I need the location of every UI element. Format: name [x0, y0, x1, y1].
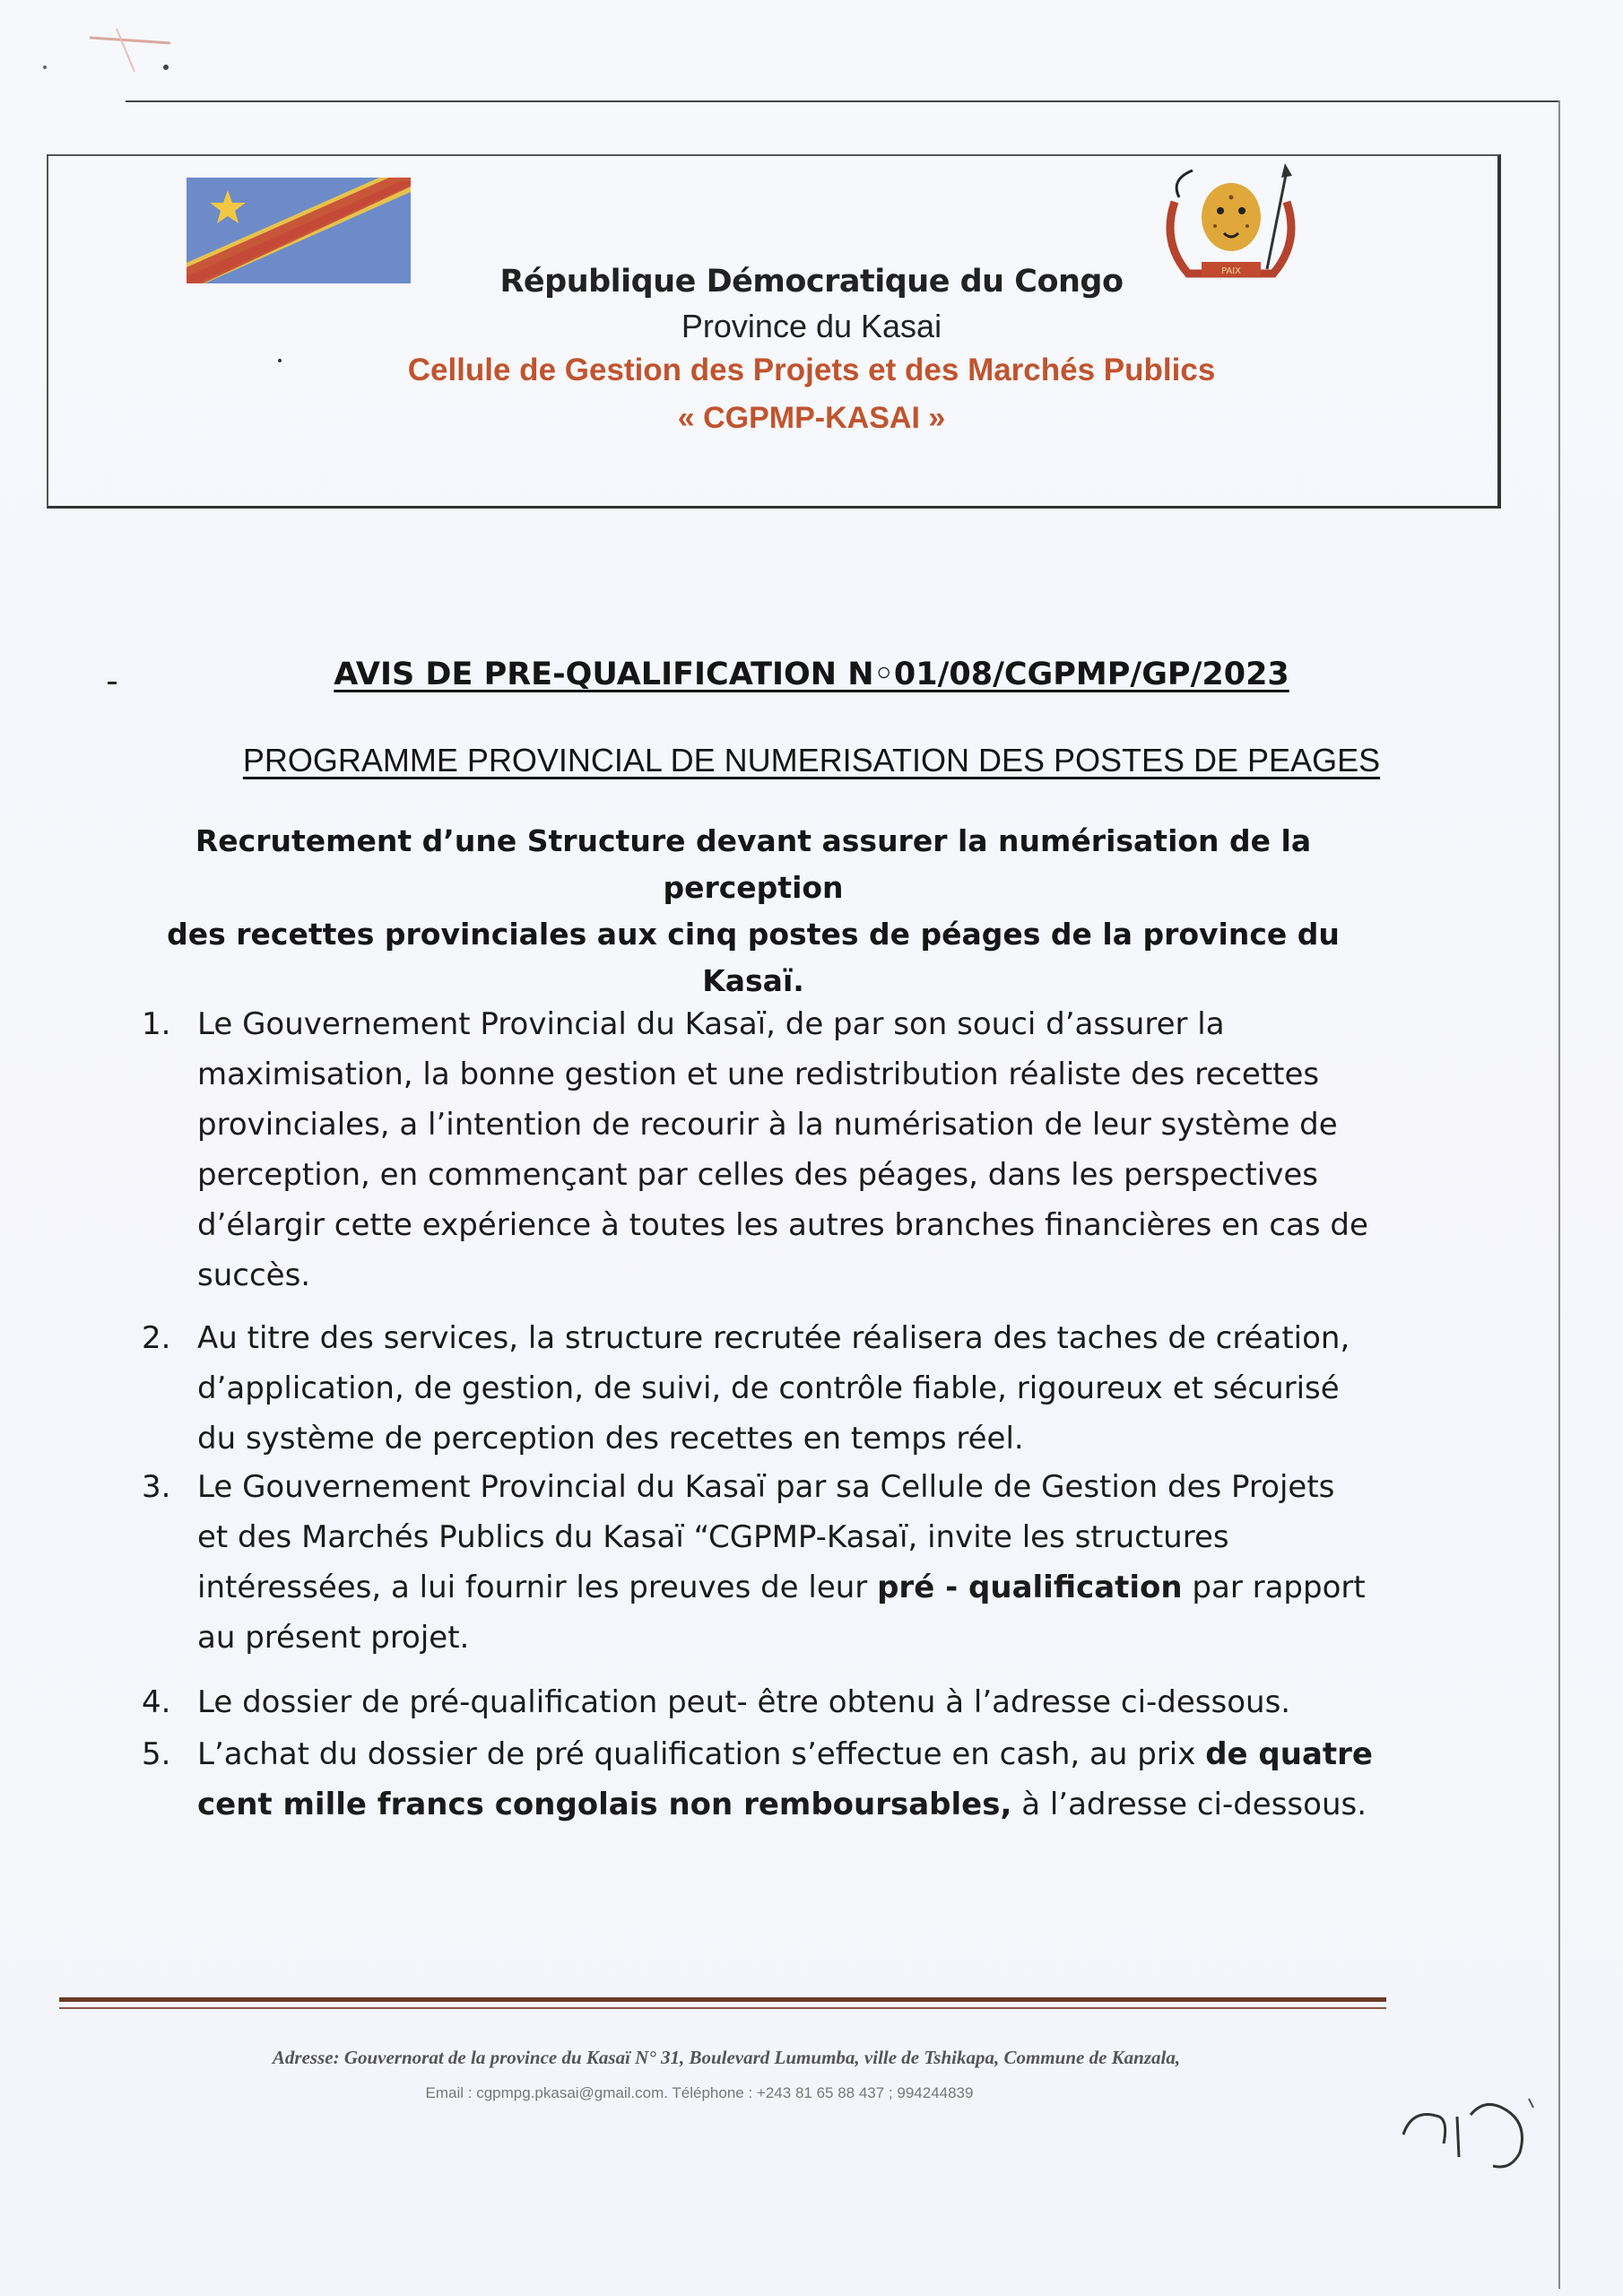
text-line: Le Gouvernement Provincial du Kasaï, de par son souci d’assurer la	[197, 1006, 1225, 1042]
bold-text-run: pré - qualification	[877, 1570, 1183, 1605]
text-run: intéressées, a lui fournir les preuves de leur	[197, 1570, 878, 1605]
top-rule	[126, 100, 1560, 102]
list-item-text	[197, 1677, 1399, 1727]
list-item-text	[197, 1729, 1399, 1830]
province-heading: Province du Kasai	[681, 308, 942, 344]
text-line: d’élargir cette expérience à toutes les autres branches financières en cas de	[197, 1207, 1368, 1243]
recruitment-line-1: Recrutement d’une Structure devant assurer la numérisation de la perception	[195, 823, 1312, 905]
list-item-number: 3.	[142, 1469, 171, 1505]
list-item-number: 5.	[142, 1736, 171, 1772]
bold-text-run: de quatre	[1205, 1736, 1373, 1772]
footer-address: Adresse: Gouvernorat de la province du Kasaï N° 31, Boulevard Lumumba, ville de Tshikapa, Commune de Kanzala,	[272, 2047, 1181, 2068]
text-line	[197, 1779, 1399, 1830]
text-line	[197, 1562, 1399, 1613]
recruitment-subject	[117, 818, 1390, 1004]
text-line: Le dossier de pré-qualification peut- être obtenu à l’adresse ci-dessous.	[197, 1684, 1291, 1720]
footer-rule-thin	[59, 2007, 1386, 2009]
text-run: L’achat du dossier de pré qualification s’effectue en cash, au prix	[197, 1736, 1206, 1772]
cell-acronym: « CGPMP-KASAI »	[677, 401, 946, 435]
text-line: et des Marchés Publics du Kasaï “CGPMP-Kasaï, invite les structures	[197, 1519, 1229, 1555]
cell-name-heading: Cellule de Gestion des Projets et des Marchés Publics	[407, 352, 1216, 387]
text-line: d’application, de gestion, de suivi, de contrôle fiable, rigoureux et sécurisé	[197, 1370, 1340, 1406]
scan-speck	[278, 359, 282, 362]
handwritten-signature	[1394, 2081, 1556, 2179]
text-run: par rapport	[1182, 1570, 1366, 1605]
list-item-text	[197, 999, 1399, 1300]
text-line: Le Gouvernement Provincial du Kasaï par sa Cellule de Gestion des Projets	[197, 1469, 1335, 1505]
programme-title: PROGRAMME PROVINCIAL DE NUMERISATION DES POSTES DE PEAGES	[242, 742, 1381, 778]
list-item-number: 2.	[142, 1320, 171, 1356]
text-line: succès.	[197, 1257, 311, 1293]
list-item-number: 1.	[142, 1006, 171, 1042]
text-line: Au titre des services, la structure recrutée réalisera des taches de création,	[197, 1320, 1350, 1356]
recruitment-line-2: des recettes provinciales aux cinq postes de péages de la province du Kasaï.	[167, 917, 1340, 998]
list-item-text	[197, 1313, 1399, 1464]
republic-heading: République Démocratique du Congo	[499, 264, 1124, 300]
notice-title: AVIS DE PRE-QUALIFICATION N◦01/08/CGPMP/GP/2023	[334, 657, 1289, 692]
bold-text-run: cent mille francs congolais non remboursables,	[197, 1787, 1012, 1822]
list-item-text	[197, 1462, 1399, 1663]
text-line: du système de perception des recettes en temps réel.	[197, 1421, 1024, 1457]
text-run: à l’adresse ci-dessous.	[1011, 1787, 1367, 1822]
footer-rule	[59, 1997, 1386, 2002]
text-line: provinciales, a l’intention de recourir à la numérisation de leur système de	[197, 1107, 1338, 1143]
text-line: au présent projet.	[197, 1620, 470, 1656]
footer-contact: Email : cgpmpg.pkasai@gmail.com. Téléphone : +243 81 65 88 437 ; 994244839	[425, 2084, 974, 2101]
text-line: maximisation, la bonne gestion et une redistribution réaliste des recettes	[197, 1057, 1320, 1092]
scan-corner-marks	[36, 18, 197, 90]
text-line: perception, en commençant par celles des péages, dans les perspectives	[197, 1157, 1318, 1193]
text-line	[197, 1729, 1399, 1779]
coat-of-arms-motto: PAIX	[1220, 266, 1242, 276]
list-item-number: 4.	[142, 1684, 171, 1720]
